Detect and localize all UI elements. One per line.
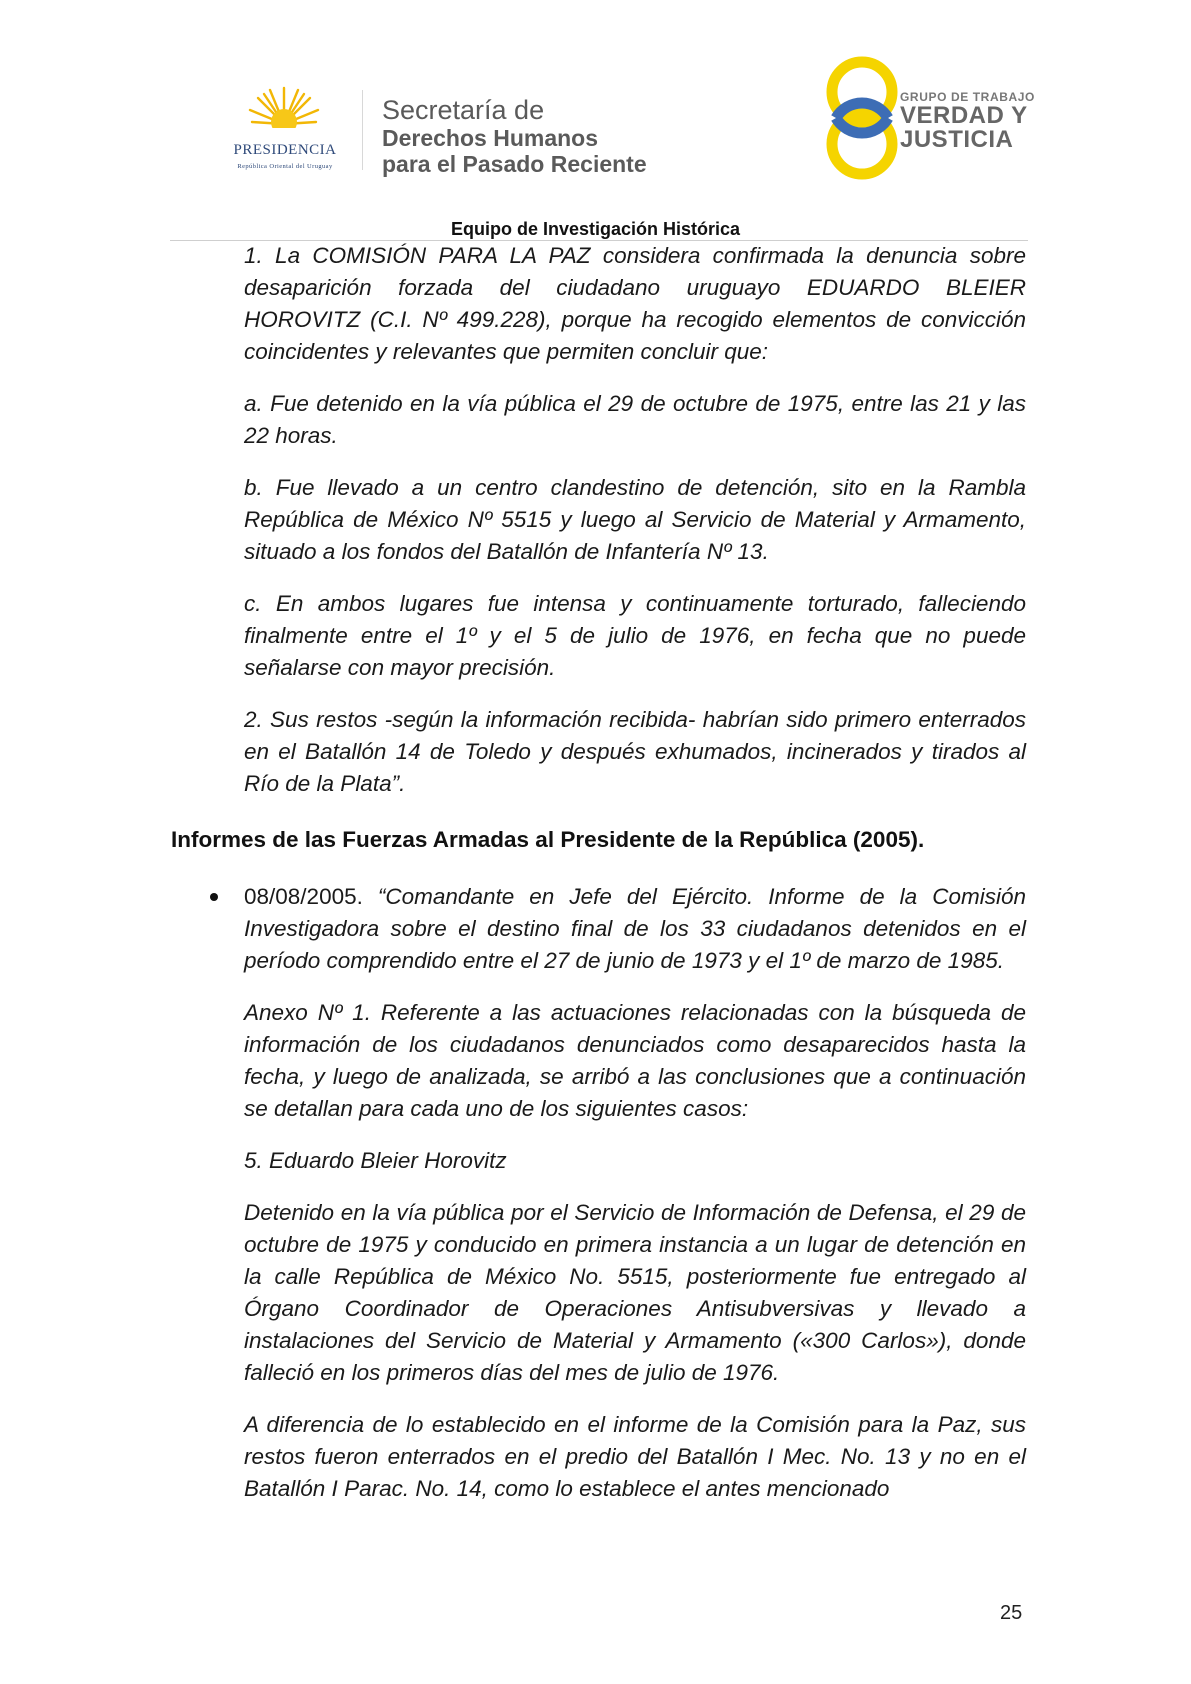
bullet-item-text xyxy=(244,881,1026,977)
quote-paragraph: 1. La COMISIÓN PARA LA PAZ considera confirmada la denuncia sobre desaparición forzada del ciudadano uruguayo EDUARDO BLEIER HOROVITZ (C.I. Nº 499.228), porque ha recogido elementos de convicción coincidentes y relevantes que permiten concluir que: xyxy=(244,243,1026,364)
quote-paragraph: 2. Sus restos -según la información recibida- habrían sido primero enterrados en el Batallón 14 de Toledo y después exhumados, incinerados y tirados al Río de la Plata”. xyxy=(244,707,1026,796)
grupo-trabajo-small: GRUPO DE TRABAJO xyxy=(900,90,1035,104)
report-bullet-list xyxy=(244,881,1026,1525)
grupo-trabajo-line2: JUSTICIA xyxy=(900,126,1014,153)
bullet-paragraph: Anexo Nº 1. Referente a las actuaciones relacionadas con la búsqueda de información de los ciudadanos denunciados como desaparecidos hasta la fecha, y luego de analizada, se arribó a las conclusiones que a continuación se detallan para cada uno de los siguientes casos: xyxy=(244,1000,1026,1121)
bullet-paragraph: A diferencia de lo establecido en el informe de la Comisión para la Paz, sus restos fueron enterrados en el predio del Batallón I Mec. No. 13 y no en el Batallón I Parac. No. 14, como lo establece el antes mencionado xyxy=(244,1412,1026,1501)
sun-rays-icon xyxy=(248,84,320,134)
header-divider xyxy=(362,90,363,170)
secretaria-line1: Secretaría de xyxy=(382,95,545,125)
quote-paragraph: a. Fue detenido en la vía pública el 29 de octubre de 1975, entre las 21 y las 22 horas. xyxy=(244,391,1026,448)
bullet-title: “Comandante en Jefe del Ejército. Informe de la Comisión Investigadora sobre el destino final de los 33 ciudadanos detenidos en el período comprendido entre el 27 de junio de 1973 y el 1º de marzo de 1985. xyxy=(244,884,1026,973)
bullet-paragraph: 5. Eduardo Bleier Horovitz xyxy=(244,1148,507,1173)
grupo-trabajo-line1: VERDAD Y xyxy=(900,102,1028,129)
secretaria-logo-text xyxy=(382,95,647,177)
presidencia-subtitle: República Oriental del Uruguay xyxy=(237,163,333,170)
section-heading: Informes de las Fuerzas Armadas al Presidente de la República (2005). xyxy=(171,827,925,852)
quoted-conclusions xyxy=(244,240,1026,820)
bullet-dot-icon xyxy=(210,893,218,901)
secretaria-line3: para el Pasado Reciente xyxy=(382,151,647,177)
grupo-trabajo-logo-text xyxy=(900,90,1035,152)
bullet-paragraph: Detenido en la vía pública por el Servicio de Información de Defensa, el 29 de octubre de 1975 y conducido en primera instancia a un lugar de detención en la calle República de México No. 5515, posteriormente fue entregado al Órgano Coordinador de Operaciones Antisubversivas y llevado a instalaciones del Servicio de Material y Armamento («300 Carlos»), donde falleció en los primeros días del mes de julio de 1976. xyxy=(244,1200,1026,1385)
presidencia-name: PRESIDENCIA xyxy=(233,142,337,158)
quote-paragraph: c. En ambos lugares fue intensa y continuamente torturado, falleciendo finalmente entre el 1º y el 5 de julio de 1976, en fecha que no puede señalarse con mayor precisión. xyxy=(244,591,1026,680)
presidencia-logo xyxy=(210,84,360,174)
quote-paragraph: b. Fue llevado a un centro clandestino de detención, sito en la Rambla República de México Nº 5515 y luego al Servicio de Material y Armamento, situado a los fondos del Batallón de Infantería Nº 13. xyxy=(244,475,1026,564)
secretaria-line2: Derechos Humanos xyxy=(382,125,599,151)
page-header xyxy=(0,0,1191,240)
bullet-date: 08/08/2005. xyxy=(244,884,378,909)
page-number: 25 xyxy=(1000,1602,1023,1624)
team-title: Equipo de Investigación Histórica xyxy=(450,219,741,239)
